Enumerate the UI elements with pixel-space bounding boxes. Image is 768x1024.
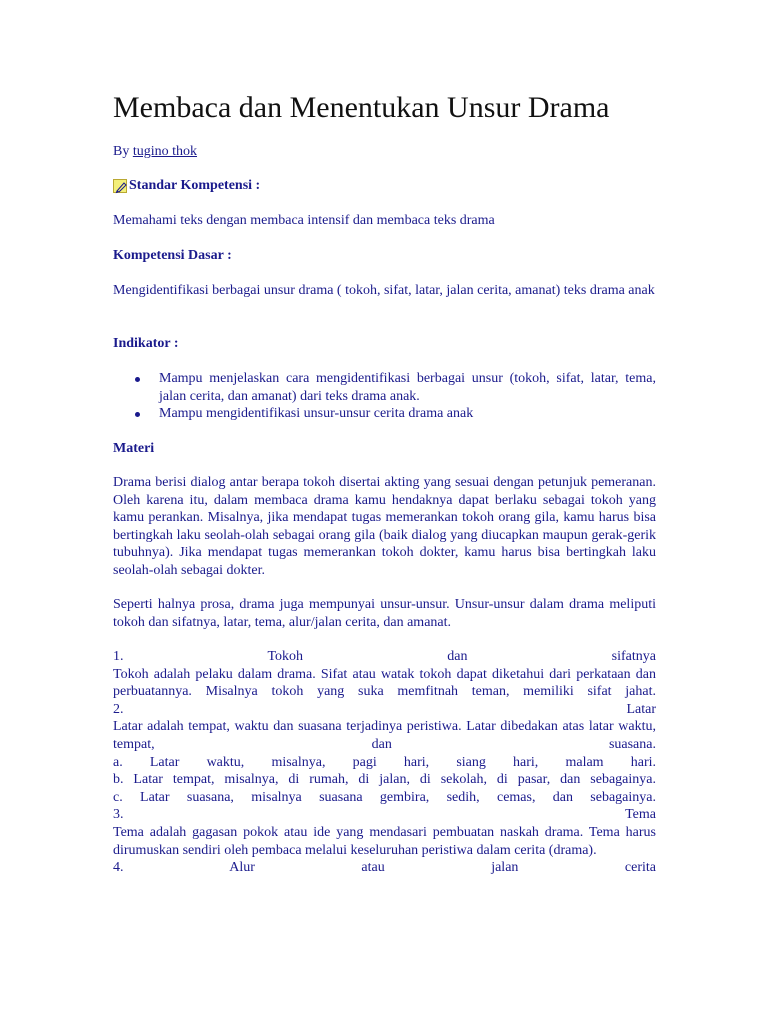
unsur-text-tokoh: Tokoh adalah pelaku dalam drama. Sifat atau watak tokoh dapat diketahui dari perkataan dan perbuatannya. Misalnya tokoh yang suka memfitnah teman, memiliki sifat jahat. xyxy=(113,666,656,700)
list-item: Mampu menjelaskan cara mengidentifikasi berbagai unsur (tokoh, sifat, latar, tema, jalan cerita, dan amanat) dari teks drama anak. xyxy=(113,370,656,405)
author-link[interactable]: tugino thok xyxy=(132,144,198,159)
kompetensi-dasar-text: Mengidentifikasi berbagai unsur drama ( tokoh, sifat, latar, jalan cerita, amanat) teks drama anak xyxy=(113,283,655,298)
materi-paragraph-2: Seperti halnya prosa, drama juga mempunyai unsur-unsur. Unsur-unsur dalam drama meliputi tokoh dan sifatnya, latar, tema, alur/jalan cerita, dan amanat. xyxy=(113,597,656,630)
materi-paragraph-1: Drama berisi dialog antar berapa tokoh disertai akting yang sesuai dengan petunjuk pemeranan. Oleh karena itu, dalam membaca drama kamu hendaknya dapat berlaku sebagai tokoh yang kamu perankan. Misalnya, jika mendapat tugas memerankan tokoh orang gila, kamu harus bisa bertingkah laku seolah-olah sebagai orang gila (baik dialog yang diucapkan maupun gerak-gerik tubuhnya). Jika mendapat tugas memerankan tokoh dokter, kamu harus bisa bertingkah laku seolah-olah sebagai dokter. xyxy=(113,475,656,578)
page-title: Membaca dan Menentukan Unsur Drama xyxy=(113,91,610,124)
byline-prefix: By xyxy=(113,144,130,159)
materi-heading: Materi xyxy=(113,441,155,456)
standar-kompetensi-text: Memahami teks dengan membaca intensif dan membaca teks drama xyxy=(113,213,495,228)
unsur-text-tema: Tema adalah gagasan pokok atau ide yang mendasari pembuatan naskah drama. Tema harus dirumuskan sendiri oleh pembaca melalui keseluruhan peristiwa dalam cerita (drama). xyxy=(113,824,656,858)
unsur-drama-list xyxy=(113,648,656,877)
latar-suasana-item: c. Latar suasana, misalnya suasana gembira, sedih, cemas, dan sebagainya. xyxy=(113,789,656,805)
unsur-heading-latar: 2. Latar xyxy=(113,701,656,717)
unsur-heading-tokoh: 1. Tokoh dan sifatnya xyxy=(113,649,656,664)
list-item: Mampu mengidentifikasi unsur-unsur cerita drama anak xyxy=(113,405,656,423)
unsur-text-latar: Latar adalah tempat, waktu dan suasana terjadinya peristiwa. Latar dibedakan atas latar waktu, tempat, dan suasana. xyxy=(113,719,656,752)
standar-kompetensi-label: Standar Kompetensi : xyxy=(129,178,261,193)
latar-tempat-item: b. Latar tempat, misalnya, di rumah, di jalan, di sekolah, di pasar, dan sebagainya. xyxy=(113,772,656,788)
indikator-list xyxy=(113,370,656,423)
unsur-heading-alur: 4. Alur atau jalan cerita xyxy=(113,860,656,876)
pencil-icon xyxy=(113,179,127,193)
unsur-heading-tema: 3. Tema xyxy=(113,807,656,823)
indikator-heading: Indikator : xyxy=(113,336,179,351)
latar-waktu-item: a. Latar waktu, misalnya, pagi hari, siang hari, malam hari. xyxy=(113,754,656,770)
byline xyxy=(113,142,197,162)
standar-kompetensi-heading xyxy=(113,177,656,195)
kompetensi-dasar-heading: Kompetensi Dasar : xyxy=(113,248,232,263)
